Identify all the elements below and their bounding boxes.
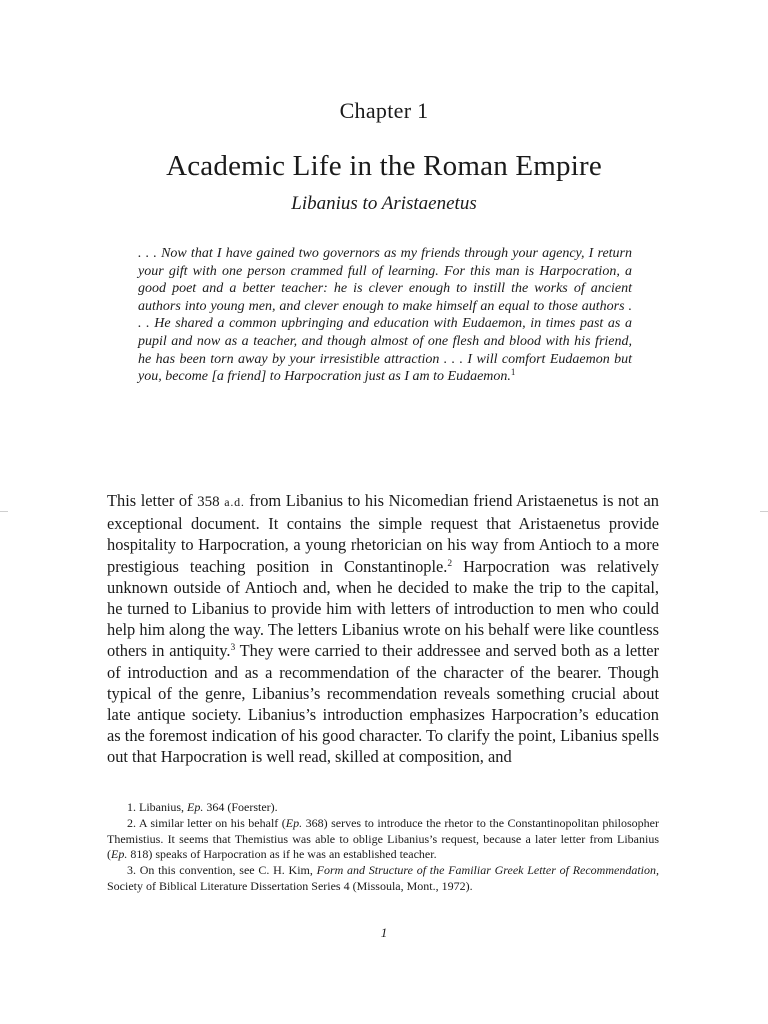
footnote-2	[107, 816, 659, 863]
body-text-part-2: from Libanius to his Nicomedian friend Aristaenetus is not an exceptional document. It contains the simple request that Aristaenetus provide hospitality to Harpocration, a young rhetorician on his way from Antioch to a more prestigious teaching position in Constantinople.	[107, 491, 659, 576]
footnote-text: 368) serves to introduce the rhetor to the Constantinopolitan philosopher Themistius. It seems that Themistius was able to oblige Libanius’s request, because a later letter from Libanius (	[107, 815, 660, 862]
footnote-text: 818) speaks of Harpocration as if he was an established teacher.	[127, 847, 437, 862]
right-edge-mark	[760, 511, 768, 512]
footnote-number: 2.	[127, 815, 136, 830]
footnote-text: Libanius,	[139, 800, 187, 814]
body-paragraph	[107, 490, 659, 768]
body-text-part-1: This letter of	[107, 491, 198, 510]
left-edge-mark	[0, 511, 8, 512]
footnote-italic: Form and Structure of the Familiar Greek Letter of Recommendation,	[316, 863, 660, 878]
footnote-text: On this convention, see C. H. Kim,	[139, 863, 317, 878]
letter-era: a.d.	[224, 495, 245, 509]
footnote-1	[107, 800, 659, 816]
footnote-ref-2: 2	[447, 558, 453, 569]
footnote-text: 364 (Foerster).	[203, 800, 278, 814]
epigraph-quote	[138, 245, 632, 386]
chapter-label: Chapter 1	[339, 98, 429, 123]
footnote-italic: Ep.	[111, 847, 128, 862]
footnote-italic: Ep.	[285, 815, 303, 830]
footnote-3	[107, 863, 659, 895]
footnote-number: 3.	[127, 863, 136, 878]
chapter-title: Academic Life in the Roman Empire	[166, 150, 602, 182]
body-text-part-4: They were carried to their addressee and served both as a letter of introduction and as a recommendation of the character of the bearer. Though typical of the genre, Libanius’s recommendation reveals something crucial about late antique society. Libanius’s introduction emphasizes Harpocration’s education as the foremost indication of his good character. To clarify the point, Libanius spells out that Harpocration is well read, skilled at composition, and	[107, 641, 660, 767]
footnote-ref-3: 3	[230, 643, 236, 654]
footnote-number: 1.	[127, 800, 136, 814]
footnote-text: A similar letter on his behalf (	[138, 815, 286, 830]
letter-year: 358	[197, 494, 220, 510]
body-text-part-3: Harpocration was relatively unknown outside of Antioch and, when he decided to make the trip to the capital, he turned to Libanius to provide him with letters of introduction to men who could help him along the way. The letters Libanius wrote on his behalf were like countless others in antiquity.	[107, 556, 659, 661]
epigraph-text: . . . Now that I have gained two governors as my friends through your agency, I return your gift with one person crammed full of learning. For this man is Harpocration, a good poet and a better teacher: he is clever enough to instill the works of ancient authors into young men, and clever enough to make himself an equal to those authors . . . He shared a common upbringing and education with Eudaemon, in times past as a pupil and now as a teacher, and though almost of one flesh and blood with his friend, he has been torn away by your irresistible attraction . . . I will comfort Eudaemon but you, become [a friend] to Harpocration just as I am to Eudaemon.	[138, 246, 632, 385]
footnote-ref-1: 1	[510, 367, 516, 378]
page-number: 1	[380, 925, 388, 940]
chapter-subtitle: Libanius to Aristaenetus	[291, 193, 477, 214]
footnotes	[107, 800, 659, 895]
footnote-italic: Ep.	[187, 800, 204, 814]
footnote-text: Society of Biblical Literature Dissertation Series 4 (Missoula, Mont., 1972).	[107, 878, 473, 893]
